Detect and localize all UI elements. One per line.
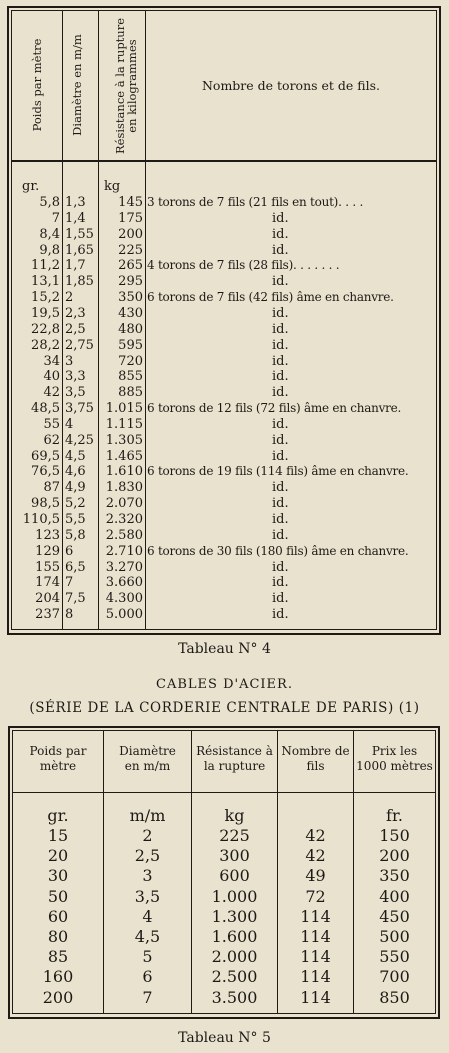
cell-diametre: 2,75: [65, 337, 94, 353]
table-5-cell: 225: [219, 826, 250, 845]
table-5-cell: 3: [142, 866, 153, 886]
cell-composition: id.: [272, 607, 289, 623]
table-5-cell: 114: [300, 906, 331, 926]
table-5-cell: 42: [305, 826, 326, 845]
cell-poids: 110,5: [22, 512, 60, 527]
cell-resistance: 1.115: [105, 416, 143, 432]
table-5-cell: 85: [47, 947, 69, 967]
unit-col-1: gr.: [47, 806, 69, 825]
table-5-cell: 600: [219, 866, 250, 886]
cell-composition: id.: [272, 496, 289, 512]
cell-resistance: 2.710: [105, 543, 143, 559]
table-5-cell: 500: [379, 927, 410, 946]
table-5-cell: 80: [47, 927, 69, 946]
header-col-1: Poids par: [29, 744, 87, 758]
cell-resistance: 480: [118, 321, 143, 337]
cell-diametre: 1,55: [65, 226, 94, 242]
header-col-4: fils: [306, 759, 325, 773]
table-5-cell: 700: [379, 967, 410, 987]
table-5-cell: 114: [300, 947, 331, 967]
cell-diametre: 5,8: [65, 527, 86, 543]
cell-diametre: 1,65: [65, 242, 94, 258]
cell-diametre: 2,5: [65, 321, 86, 337]
cell-resistance: 1.610: [105, 464, 143, 480]
table-5-cell: 160: [42, 967, 74, 987]
cell-resistance: 265: [118, 258, 143, 274]
cell-poids: 19,5: [31, 305, 60, 321]
table-5-cell: 20: [47, 846, 69, 866]
cell-poids: 87: [43, 480, 60, 496]
cell-poids: 48,5: [31, 401, 60, 416]
table-5-cell: 30: [47, 866, 69, 886]
table-5-cell: 2.000: [211, 947, 258, 967]
cell-resistance: 1.015: [105, 401, 143, 416]
unit-col-5: fr.: [386, 806, 403, 825]
cell-resistance: 3.660: [105, 575, 143, 591]
cell-diametre: 2: [65, 290, 74, 306]
table-5-cell: 114: [300, 927, 331, 946]
cell-composition: 6 torons de 7 fils (42 fils) âme en chanvre.: [147, 290, 394, 305]
cell-resistance: 885: [118, 385, 143, 401]
cell-poids: 174: [35, 575, 60, 591]
header-col-5: Prix les: [371, 744, 418, 758]
section-subtitle: (SÉRIE DE LA CORDERIE CENTRALE DE PARIS) (1): [29, 700, 420, 716]
cell-composition: id.: [272, 480, 289, 496]
table-5-cell: 60: [47, 906, 69, 926]
header-col-3: Résistance à: [196, 744, 273, 758]
table-5-cell: 200: [42, 987, 74, 1007]
table-5-cell: 450: [379, 906, 410, 926]
cell-poids: 34: [43, 353, 60, 369]
cell-resistance: 1.305: [105, 432, 143, 448]
cell-poids: 9,8: [39, 242, 60, 258]
cell-composition: 4 torons de 7 fils (28 fils). . . . . . .: [147, 258, 340, 273]
cell-diametre: 6,5: [65, 559, 86, 575]
cell-poids: 129: [35, 543, 60, 559]
cell-diametre: 3,5: [65, 385, 86, 401]
cell-resistance: 295: [118, 274, 143, 290]
cell-resistance: 430: [118, 305, 143, 321]
table-5-cell: 4,5: [134, 927, 161, 946]
table-5-cell: 6: [142, 967, 153, 987]
cell-diametre: 4,25: [65, 432, 94, 448]
header-diametre: Diamètre en m/m: [70, 34, 84, 136]
cell-poids: 76,5: [31, 464, 60, 480]
cell-poids: 5,8: [39, 195, 60, 210]
cell-resistance: 175: [118, 210, 143, 226]
cell-diametre: 3: [65, 353, 74, 369]
table-5-cell: 7: [142, 987, 153, 1007]
header-poids: Poids par mètre: [30, 38, 44, 132]
cell-composition: id.: [272, 226, 289, 242]
table-5-cell: 114: [300, 967, 331, 987]
cell-composition: id.: [272, 242, 289, 258]
cell-poids: 42: [43, 385, 60, 401]
cell-resistance: 1.465: [105, 448, 143, 464]
header-col-1: mètre: [39, 759, 77, 773]
cell-diametre: 7: [65, 575, 74, 591]
cell-diametre: 1,85: [65, 274, 94, 290]
cell-composition: id.: [272, 575, 289, 591]
cell-poids: 7: [51, 210, 60, 226]
table-5-cell: 1.000: [211, 886, 258, 906]
cell-composition: id.: [272, 512, 289, 527]
cell-resistance: 4.300: [105, 591, 143, 607]
table-5-cell: 2: [142, 826, 153, 845]
cell-resistance: 2.580: [105, 527, 143, 543]
unit-resistance: kg: [104, 179, 121, 194]
cell-poids: 123: [35, 527, 60, 543]
cell-composition: id.: [272, 353, 289, 369]
cell-resistance: 720: [118, 353, 143, 369]
cell-poids: 13,1: [31, 274, 60, 290]
cell-poids: 28,2: [31, 337, 60, 353]
table-5-cell: 550: [379, 947, 410, 967]
cell-composition: id.: [272, 416, 289, 432]
header-col-3: la rupture: [203, 759, 266, 773]
table-5-cell: 1.600: [211, 927, 258, 946]
cell-poids: 11,2: [31, 258, 60, 274]
header-col-2: Diamètre: [119, 744, 176, 758]
table-5-cell: 150: [379, 826, 410, 845]
unit-poids: gr.: [22, 179, 40, 194]
cell-poids: 98,5: [31, 496, 60, 512]
cell-diametre: 5,2: [65, 496, 86, 512]
cell-resistance: 2.320: [105, 512, 143, 527]
cell-resistance: 855: [118, 369, 143, 385]
cell-poids: 155: [35, 559, 60, 575]
cell-diametre: 4,5: [65, 448, 86, 464]
cell-poids: 62: [43, 432, 60, 448]
section-title: CABLES D'ACIER.: [156, 677, 293, 692]
cell-resistance: 5.000: [105, 607, 143, 623]
unit-col-2: m/m: [129, 806, 166, 825]
table-5-cell: 850: [379, 987, 410, 1007]
header-col-2: en m/m: [124, 759, 171, 773]
cell-composition: 3 torons de 7 fils (21 fils en tout). . . .: [147, 195, 364, 209]
cell-composition: id.: [272, 369, 289, 385]
cell-diametre: 3,3: [65, 369, 86, 385]
table-5-cell: 350: [379, 866, 410, 886]
cell-resistance: 1.830: [105, 480, 143, 496]
table-5-cell: 5: [142, 947, 153, 967]
table-5-cell: 2.500: [211, 967, 258, 987]
table-5-caption: Tableau N° 5: [178, 1030, 271, 1046]
cell-composition: id.: [272, 559, 289, 575]
cell-composition: 6 torons de 30 fils (180 fils) âme en chanvre.: [147, 543, 409, 558]
cell-diametre: 1,4: [65, 210, 86, 226]
table-5-cell: 2,5: [134, 846, 161, 866]
cell-poids: 15,2: [31, 290, 60, 306]
cell-composition: id.: [272, 274, 289, 290]
header-col-4: Nombre de: [281, 744, 350, 758]
cell-poids: 8,4: [39, 226, 60, 242]
cell-resistance: 145: [118, 195, 143, 210]
cell-composition: id.: [272, 337, 289, 353]
cell-diametre: 4,6: [65, 464, 86, 480]
cell-diametre: 4: [65, 416, 74, 432]
cell-resistance: 3.270: [105, 559, 143, 575]
table-5-cell: 50: [47, 886, 69, 906]
cell-composition: id.: [272, 321, 289, 337]
cell-diametre: 4,9: [65, 480, 86, 496]
cell-resistance: 350: [118, 290, 143, 306]
table-5-cell: 4: [142, 906, 153, 926]
table-4-caption: Tableau N° 4: [178, 641, 271, 657]
table-5-cell: 3,5: [134, 886, 161, 906]
cell-poids: 237: [35, 607, 60, 623]
table-5-cell: 114: [300, 987, 331, 1007]
cell-resistance: 225: [118, 242, 143, 258]
cell-diametre: 5,5: [65, 512, 86, 527]
cell-diametre: 1,3: [65, 195, 86, 210]
cell-poids: 55: [43, 416, 60, 432]
cell-composition: id.: [272, 448, 289, 464]
cell-diametre: 3,75: [65, 401, 94, 416]
header-resistance: Résistance à la rupture en kilogrammes: [113, 17, 140, 155]
cell-diametre: 7,5: [65, 591, 86, 607]
cell-poids: 22,8: [31, 321, 60, 337]
cell-diametre: 2,3: [65, 305, 86, 321]
cell-composition: 6 torons de 12 fils (72 fils) âme en chanvre.: [147, 401, 402, 415]
cell-composition: id.: [272, 305, 289, 321]
table-5-cell: 400: [379, 886, 410, 906]
cell-composition: id.: [272, 210, 289, 226]
table-5-cell: 72: [305, 886, 326, 906]
cell-diametre: 1,7: [65, 258, 86, 274]
header-composition: Nombre de torons et de fils.: [201, 78, 380, 93]
table-5-cell: 3.500: [211, 987, 258, 1007]
cell-poids: 204: [35, 591, 60, 607]
table-5-cell: 300: [219, 846, 250, 866]
cell-resistance: 200: [118, 226, 143, 242]
cell-diametre: 6: [65, 543, 74, 559]
table-5-cell: 42: [305, 846, 326, 866]
table-5-cell: 200: [379, 846, 410, 866]
cell-poids: 40: [43, 369, 60, 385]
header-col-5: 1000 mètres: [356, 759, 433, 773]
table-5-cell: 15: [47, 826, 69, 845]
table-5-cell: 1.300: [211, 906, 258, 926]
cell-composition: id.: [272, 385, 289, 401]
cell-composition: id.: [272, 432, 289, 448]
unit-col-3: kg: [224, 806, 245, 825]
cell-resistance: 2.070: [105, 496, 143, 512]
cell-poids: 69,5: [31, 448, 60, 464]
table-5-cell: 49: [305, 866, 326, 886]
cell-composition: 6 torons de 19 fils (114 fils) âme en chanvre.: [147, 464, 409, 479]
cell-composition: id.: [272, 591, 289, 607]
cell-diametre: 8: [65, 607, 74, 623]
cell-composition: id.: [272, 527, 289, 543]
cell-resistance: 595: [118, 337, 143, 353]
